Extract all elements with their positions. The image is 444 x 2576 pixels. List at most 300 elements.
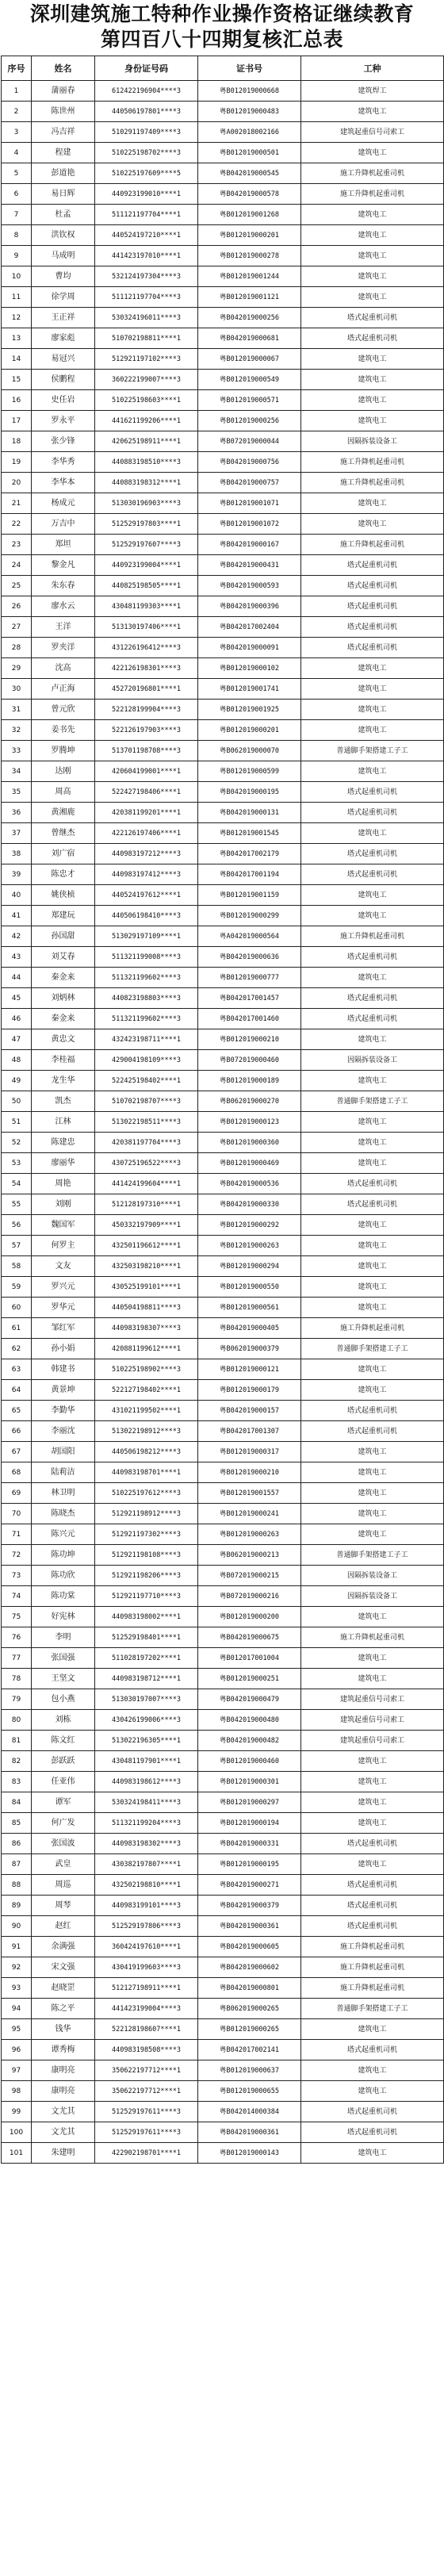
row-index: 50 bbox=[2, 1091, 32, 1112]
table-row bbox=[2, 1009, 444, 1029]
job-type: 塔式起重机司机 bbox=[301, 596, 444, 617]
row-index: 91 bbox=[2, 1937, 32, 1957]
job-type: 塔式起重机司机 bbox=[301, 328, 444, 349]
header-id-number: 身份证号码 bbox=[95, 56, 198, 81]
person-name: 姜书先 bbox=[32, 720, 95, 741]
job-type: 建筑电工 bbox=[301, 1483, 444, 1504]
certificate-number: 粤B042019000157 bbox=[198, 1401, 301, 1421]
id-number: 513030196903****3 bbox=[95, 493, 198, 514]
person-name: 周高 bbox=[32, 782, 95, 803]
row-index: 99 bbox=[2, 2102, 32, 2122]
job-type: 塔式起重机司机 bbox=[301, 576, 444, 596]
id-number: 420604199001****1 bbox=[95, 761, 198, 782]
job-type: 建筑电工 bbox=[301, 102, 444, 122]
row-index: 70 bbox=[2, 1504, 32, 1524]
person-name: 张少锋 bbox=[32, 431, 95, 452]
id-number: 420381197704****3 bbox=[95, 1133, 198, 1153]
certificate-number: 粤B012019000201 bbox=[198, 225, 301, 246]
certificate-number: 粤B012019001925 bbox=[198, 700, 301, 720]
person-name: 余满强 bbox=[32, 1937, 95, 1957]
job-type: 建筑电工 bbox=[301, 390, 444, 411]
id-number: 512128197310****1 bbox=[95, 1194, 198, 1215]
certificate-number: 粤B012019000263 bbox=[198, 1236, 301, 1256]
table-row bbox=[2, 1359, 444, 1380]
row-index: 1 bbox=[2, 81, 32, 102]
table-row bbox=[2, 2040, 444, 2060]
id-number: 440506197801****3 bbox=[95, 102, 198, 122]
job-type: 建筑电工 bbox=[301, 349, 444, 370]
id-number: 510291197409****3 bbox=[95, 122, 198, 143]
person-name: 蒲丽春 bbox=[32, 81, 95, 102]
table-row bbox=[2, 1999, 444, 2019]
job-type: 建筑电工 bbox=[301, 1442, 444, 1462]
certificate-number: 粤B072019000215 bbox=[198, 1566, 301, 1586]
id-number: 510225198902****3 bbox=[95, 1359, 198, 1380]
table-row bbox=[2, 2122, 444, 2143]
table-row bbox=[2, 1545, 444, 1566]
row-index: 46 bbox=[2, 1009, 32, 1029]
table-row bbox=[2, 493, 444, 514]
job-type: 建筑电工 bbox=[301, 370, 444, 390]
table-row bbox=[2, 1277, 444, 1298]
row-index: 3 bbox=[2, 122, 32, 143]
job-type: 施工升降机起重司机 bbox=[301, 535, 444, 555]
job-type: 建筑电工 bbox=[301, 1607, 444, 1627]
row-index: 64 bbox=[2, 1380, 32, 1401]
job-type: 建筑电工 bbox=[301, 1813, 444, 1834]
person-name: 孙小娟 bbox=[32, 1339, 95, 1359]
job-type: 建筑电工 bbox=[301, 514, 444, 535]
person-name: 郑坦 bbox=[32, 535, 95, 555]
row-index: 47 bbox=[2, 1029, 32, 1050]
certificate-number: 粤B012017001004 bbox=[198, 1648, 301, 1669]
roster-table bbox=[1, 56, 444, 2164]
row-index: 15 bbox=[2, 370, 32, 390]
id-number: 440923199004****1 bbox=[95, 555, 198, 576]
table-row bbox=[2, 700, 444, 720]
table-row bbox=[2, 1937, 444, 1957]
row-index: 23 bbox=[2, 535, 32, 555]
id-number: 510702198811****1 bbox=[95, 328, 198, 349]
table-row bbox=[2, 1586, 444, 1607]
id-number: 441424199604****1 bbox=[95, 1174, 198, 1194]
table-row bbox=[2, 370, 444, 390]
job-type: 建筑电工 bbox=[301, 700, 444, 720]
job-type: 塔式起重机司机 bbox=[301, 617, 444, 638]
certificate-number: 粤B012019000668 bbox=[198, 81, 301, 102]
id-number: 440506198410****3 bbox=[95, 906, 198, 926]
id-number: 530324196011****3 bbox=[95, 308, 198, 328]
person-name: 陆莉洁 bbox=[32, 1462, 95, 1483]
job-type: 普通脚手架搭建工子工 bbox=[301, 1545, 444, 1566]
job-type: 建筑电工 bbox=[301, 2143, 444, 2164]
row-index: 22 bbox=[2, 514, 32, 535]
id-number: 422126197406****1 bbox=[95, 823, 198, 844]
table-row bbox=[2, 906, 444, 926]
id-number: 440983198002****1 bbox=[95, 1607, 198, 1627]
certificate-number: 粤B042019000602 bbox=[198, 1957, 301, 1978]
id-number: 432502198810****1 bbox=[95, 1875, 198, 1896]
id-number: 430481199303****1 bbox=[95, 596, 198, 617]
row-index: 30 bbox=[2, 679, 32, 700]
certificate-number: 粤B012019000460 bbox=[198, 1751, 301, 1772]
table-row bbox=[2, 1896, 444, 1916]
row-index: 29 bbox=[2, 658, 32, 679]
certificate-number: 粤B012019000189 bbox=[198, 1071, 301, 1091]
certificate-number: 粤B012019000200 bbox=[198, 1607, 301, 1627]
table-row bbox=[2, 1731, 444, 1751]
row-index: 18 bbox=[2, 431, 32, 452]
certificate-number: 粤B012019000210 bbox=[198, 1029, 301, 1050]
job-type: 建筑电工 bbox=[301, 1669, 444, 1689]
id-number: 511321199602****3 bbox=[95, 968, 198, 988]
job-type: 建筑焊工 bbox=[301, 81, 444, 102]
job-type: 建筑电工 bbox=[301, 1359, 444, 1380]
table-row bbox=[2, 1339, 444, 1359]
table-row bbox=[2, 266, 444, 287]
certificate-number: 粤B042019000675 bbox=[198, 1627, 301, 1648]
row-index: 13 bbox=[2, 328, 32, 349]
person-name: 罗兴元 bbox=[32, 1277, 95, 1298]
table-row bbox=[2, 308, 444, 328]
person-name: 陈建忠 bbox=[32, 1133, 95, 1153]
person-name: 黄湘鹿 bbox=[32, 803, 95, 823]
job-type: 建筑电工 bbox=[301, 1524, 444, 1545]
header-index: 序号 bbox=[2, 56, 32, 81]
id-number: 440983198612****3 bbox=[95, 1772, 198, 1792]
header-certificate-number: 证书号 bbox=[198, 56, 301, 81]
table-row bbox=[2, 864, 444, 885]
certificate-number: 粤B042019000756 bbox=[198, 452, 301, 473]
table-row bbox=[2, 1401, 444, 1421]
person-name: 孙国甜 bbox=[32, 926, 95, 947]
certificate-number: 粤B012019000550 bbox=[198, 1277, 301, 1298]
certificate-number: 粤B012019000265 bbox=[198, 2019, 301, 2040]
certificate-number: 粤B012019000241 bbox=[198, 1504, 301, 1524]
job-type: 建筑电工 bbox=[301, 205, 444, 225]
certificate-number: 粤B042019000482 bbox=[198, 1731, 301, 1751]
certificate-number: 粤B042019000396 bbox=[198, 596, 301, 617]
row-index: 85 bbox=[2, 1813, 32, 1834]
person-name: 罗永平 bbox=[32, 411, 95, 431]
table-row bbox=[2, 1421, 444, 1442]
table-row bbox=[2, 1112, 444, 1133]
table-row bbox=[2, 968, 444, 988]
job-type: 建筑电工 bbox=[301, 266, 444, 287]
table-row bbox=[2, 1524, 444, 1545]
job-type: 建筑电工 bbox=[301, 2081, 444, 2102]
row-index: 73 bbox=[2, 1566, 32, 1586]
row-index: 2 bbox=[2, 102, 32, 122]
certificate-number: 粤B042019000405 bbox=[198, 1318, 301, 1339]
id-number: 510702198707****3 bbox=[95, 1091, 198, 1112]
row-index: 10 bbox=[2, 266, 32, 287]
id-number: 513022196305****1 bbox=[95, 1731, 198, 1751]
certificate-number: 粤B012019000195 bbox=[198, 1854, 301, 1875]
person-name: 陈世州 bbox=[32, 102, 95, 122]
row-index: 36 bbox=[2, 803, 32, 823]
certificate-number: 粤B012019000777 bbox=[198, 968, 301, 988]
table-row bbox=[2, 1256, 444, 1277]
table-row bbox=[2, 679, 444, 700]
table-row bbox=[2, 1669, 444, 1689]
certificate-number: 粤B042019000681 bbox=[198, 328, 301, 349]
row-index: 4 bbox=[2, 143, 32, 163]
person-name: 程建 bbox=[32, 143, 95, 163]
row-index: 49 bbox=[2, 1071, 32, 1091]
person-name: 杜孟 bbox=[32, 205, 95, 225]
table-row bbox=[2, 205, 444, 225]
row-index: 71 bbox=[2, 1524, 32, 1545]
id-number: 350622197712****1 bbox=[95, 2060, 198, 2081]
table-row bbox=[2, 452, 444, 473]
person-name: 洪钦权 bbox=[32, 225, 95, 246]
row-index: 44 bbox=[2, 968, 32, 988]
id-number: 512529197611****3 bbox=[95, 2122, 198, 2143]
person-name: 李丽沈 bbox=[32, 1421, 95, 1442]
certificate-number: 粤B012019001072 bbox=[198, 514, 301, 535]
row-index: 98 bbox=[2, 2081, 32, 2102]
person-name: 刘广宿 bbox=[32, 844, 95, 864]
table-body bbox=[2, 81, 444, 2164]
job-type: 塔式起重机司机 bbox=[301, 782, 444, 803]
certificate-number: 粤B012019000297 bbox=[198, 1792, 301, 1813]
person-name: 陈忠才 bbox=[32, 864, 95, 885]
row-index: 57 bbox=[2, 1236, 32, 1256]
row-index: 58 bbox=[2, 1256, 32, 1277]
person-name: 易冠兴 bbox=[32, 349, 95, 370]
row-index: 89 bbox=[2, 1896, 32, 1916]
job-type: 建筑电工 bbox=[301, 1153, 444, 1174]
person-name: 罗华元 bbox=[32, 1298, 95, 1318]
row-index: 79 bbox=[2, 1689, 32, 1710]
row-index: 6 bbox=[2, 184, 32, 205]
table-row bbox=[2, 1978, 444, 1999]
table-row bbox=[2, 1462, 444, 1483]
person-name: 魏国军 bbox=[32, 1215, 95, 1236]
certificate-number: 粤B012019000655 bbox=[198, 2081, 301, 2102]
row-index: 31 bbox=[2, 700, 32, 720]
table-row bbox=[2, 1875, 444, 1896]
person-name: 彭跃跃 bbox=[32, 1751, 95, 1772]
table-row bbox=[2, 2102, 444, 2122]
job-type: 建筑电工 bbox=[301, 225, 444, 246]
id-number: 429004198109****3 bbox=[95, 1050, 198, 1071]
person-name: 文友 bbox=[32, 1256, 95, 1277]
table-row bbox=[2, 1834, 444, 1854]
row-index: 38 bbox=[2, 844, 32, 864]
person-name: 李明 bbox=[32, 1627, 95, 1648]
certificate-number: 粤B012019001121 bbox=[198, 287, 301, 308]
certificate-number: 粤B012019000121 bbox=[198, 1359, 301, 1380]
row-index: 68 bbox=[2, 1462, 32, 1483]
id-number: 420625198911****1 bbox=[95, 431, 198, 452]
job-type: 建筑电工 bbox=[301, 906, 444, 926]
certificate-number: 粤A042019000564 bbox=[198, 926, 301, 947]
person-name: 侯鹏程 bbox=[32, 370, 95, 390]
id-number: 530324198411****3 bbox=[95, 1792, 198, 1813]
person-name: 陈晓杰 bbox=[32, 1504, 95, 1524]
row-index: 92 bbox=[2, 1957, 32, 1978]
certificate-number: 粤B042019000167 bbox=[198, 535, 301, 555]
id-number: 522427198406****1 bbox=[95, 782, 198, 803]
id-number: 440506198212****3 bbox=[95, 1442, 198, 1462]
id-number: 350622197712****1 bbox=[95, 2081, 198, 2102]
row-index: 82 bbox=[2, 1751, 32, 1772]
certificate-number: 粤B012019001557 bbox=[198, 1483, 301, 1504]
row-index: 100 bbox=[2, 2122, 32, 2143]
certificate-number: 粤B012019000194 bbox=[198, 1813, 301, 1834]
job-type: 施工升降机起重司机 bbox=[301, 926, 444, 947]
person-name: 胡国阳 bbox=[32, 1442, 95, 1462]
job-type: 建筑电工 bbox=[301, 1792, 444, 1813]
job-type: 塔式起重机司机 bbox=[301, 308, 444, 328]
job-type: 建筑电工 bbox=[301, 720, 444, 741]
certificate-number: 粤B042019000091 bbox=[198, 638, 301, 658]
id-number: 512127198911****1 bbox=[95, 1978, 198, 1999]
row-index: 74 bbox=[2, 1586, 32, 1607]
row-index: 17 bbox=[2, 411, 32, 431]
row-index: 61 bbox=[2, 1318, 32, 1339]
id-number: 440923199010****1 bbox=[95, 184, 198, 205]
person-name: 江林 bbox=[32, 1112, 95, 1133]
person-name: 康明亮 bbox=[32, 2081, 95, 2102]
id-number: 420881199612****1 bbox=[95, 1339, 198, 1359]
certificate-number: 粤B042019000578 bbox=[198, 184, 301, 205]
row-index: 39 bbox=[2, 864, 32, 885]
certificate-number: 粤B042019000593 bbox=[198, 576, 301, 596]
row-index: 27 bbox=[2, 617, 32, 638]
id-number: 440883198312****1 bbox=[95, 473, 198, 493]
person-name: 张国波 bbox=[32, 1834, 95, 1854]
table-row bbox=[2, 349, 444, 370]
row-index: 12 bbox=[2, 308, 32, 328]
job-type: 建筑起重信号司索工 bbox=[301, 1731, 444, 1751]
table-row bbox=[2, 803, 444, 823]
certificate-number: 粤B042019000379 bbox=[198, 1896, 301, 1916]
person-name: 康明亮 bbox=[32, 2060, 95, 2081]
job-type: 建筑起重信号司索工 bbox=[301, 1710, 444, 1731]
row-index: 19 bbox=[2, 452, 32, 473]
row-index: 56 bbox=[2, 1215, 32, 1236]
certificate-number: 粤B012019000299 bbox=[198, 906, 301, 926]
job-type: 普通脚手架搭建工子工 bbox=[301, 1091, 444, 1112]
row-index: 32 bbox=[2, 720, 32, 741]
certificate-number: 粤B012019000179 bbox=[198, 1380, 301, 1401]
person-name: 李华秀 bbox=[32, 452, 95, 473]
job-type: 塔式起重机司机 bbox=[301, 1896, 444, 1916]
id-number: 431021199502****1 bbox=[95, 1401, 198, 1421]
row-index: 53 bbox=[2, 1153, 32, 1174]
job-type: 建筑电工 bbox=[301, 679, 444, 700]
certificate-number: 粤B042019000361 bbox=[198, 2122, 301, 2143]
id-number: 522127198402****1 bbox=[95, 1380, 198, 1401]
id-number: 510225198603****1 bbox=[95, 390, 198, 411]
job-type: 建筑电工 bbox=[301, 1751, 444, 1772]
job-type: 建筑电工 bbox=[301, 1112, 444, 1133]
id-number: 522425198402****1 bbox=[95, 1071, 198, 1091]
id-number: 430426199006****3 bbox=[95, 1710, 198, 1731]
person-name: 韩建书 bbox=[32, 1359, 95, 1380]
job-type: 建筑电工 bbox=[301, 1236, 444, 1256]
id-number: 511321199602****3 bbox=[95, 1009, 198, 1029]
table-row bbox=[2, 1380, 444, 1401]
certificate-number: 粤B042017002179 bbox=[198, 844, 301, 864]
table-row bbox=[2, 1648, 444, 1669]
certificate-number: 粤B042019000636 bbox=[198, 947, 301, 968]
certificate-number: 粤B012019001159 bbox=[198, 885, 301, 906]
table-row bbox=[2, 1194, 444, 1215]
row-index: 90 bbox=[2, 1916, 32, 1937]
table-row bbox=[2, 1627, 444, 1648]
id-number: 441423199004****3 bbox=[95, 1999, 198, 2019]
job-type: 塔式起重机司机 bbox=[301, 555, 444, 576]
person-name: 罗腾坤 bbox=[32, 741, 95, 761]
table-row bbox=[2, 926, 444, 947]
id-number: 512529197806****3 bbox=[95, 1916, 198, 1937]
job-type: 普通脚手架搭建工子工 bbox=[301, 741, 444, 761]
job-type: 建筑电工 bbox=[301, 885, 444, 906]
row-index: 26 bbox=[2, 596, 32, 617]
certificate-number: 粤B012019000292 bbox=[198, 1215, 301, 1236]
certificate-number: 粤B012019000067 bbox=[198, 349, 301, 370]
row-index: 37 bbox=[2, 823, 32, 844]
job-type: 建筑电工 bbox=[301, 246, 444, 266]
certificate-number: 粤B012019000549 bbox=[198, 370, 301, 390]
row-index: 35 bbox=[2, 782, 32, 803]
table-row bbox=[2, 1792, 444, 1813]
job-type: 建筑电工 bbox=[301, 658, 444, 679]
title-line-1: 深圳建筑施工特种作业操作资格证继续教育 bbox=[29, 2, 415, 25]
certificate-number: 粤B042017001194 bbox=[198, 864, 301, 885]
person-name: 易日辉 bbox=[32, 184, 95, 205]
row-index: 9 bbox=[2, 246, 32, 266]
id-number: 432423198711****1 bbox=[95, 1029, 198, 1050]
id-number: 511121197704****1 bbox=[95, 205, 198, 225]
certificate-number: 粤B012019000301 bbox=[198, 1772, 301, 1792]
table-row bbox=[2, 1442, 444, 1462]
job-type: 建筑电工 bbox=[301, 1215, 444, 1236]
certificate-number: 粤B012019000483 bbox=[198, 102, 301, 122]
table-row bbox=[2, 1318, 444, 1339]
row-index: 40 bbox=[2, 885, 32, 906]
person-name: 林卫明 bbox=[32, 1483, 95, 1504]
certificate-number: 粤B012019000256 bbox=[198, 411, 301, 431]
id-number: 431226196412****3 bbox=[95, 638, 198, 658]
id-number: 430725196522****3 bbox=[95, 1153, 198, 1174]
certificate-number: 粤B042014000384 bbox=[198, 2102, 301, 2122]
certificate-number: 粤B012019000317 bbox=[198, 1442, 301, 1462]
certificate-number: 粤B062019000265 bbox=[198, 1999, 301, 2019]
job-type: 建筑电工 bbox=[301, 1462, 444, 1483]
id-number: 440983197412****3 bbox=[95, 864, 198, 885]
person-name: 彭道艳 bbox=[32, 163, 95, 184]
job-type: 建筑电工 bbox=[301, 1029, 444, 1050]
row-index: 76 bbox=[2, 1627, 32, 1648]
person-name: 谭秀梅 bbox=[32, 2040, 95, 2060]
job-type: 建筑电工 bbox=[301, 493, 444, 514]
person-name: 曾继杰 bbox=[32, 823, 95, 844]
person-name: 黄忠文 bbox=[32, 1029, 95, 1050]
certificate-number: 粤B072019000460 bbox=[198, 1050, 301, 1071]
id-number: 512529198401****1 bbox=[95, 1627, 198, 1648]
job-type: 塔式起重机司机 bbox=[301, 1916, 444, 1937]
id-number: 422902198701****1 bbox=[95, 2143, 198, 2164]
table-row bbox=[2, 885, 444, 906]
job-type: 塔式起重机司机 bbox=[301, 2122, 444, 2143]
person-name: 赵晓罡 bbox=[32, 1978, 95, 1999]
id-number: 440823198803****3 bbox=[95, 988, 198, 1009]
